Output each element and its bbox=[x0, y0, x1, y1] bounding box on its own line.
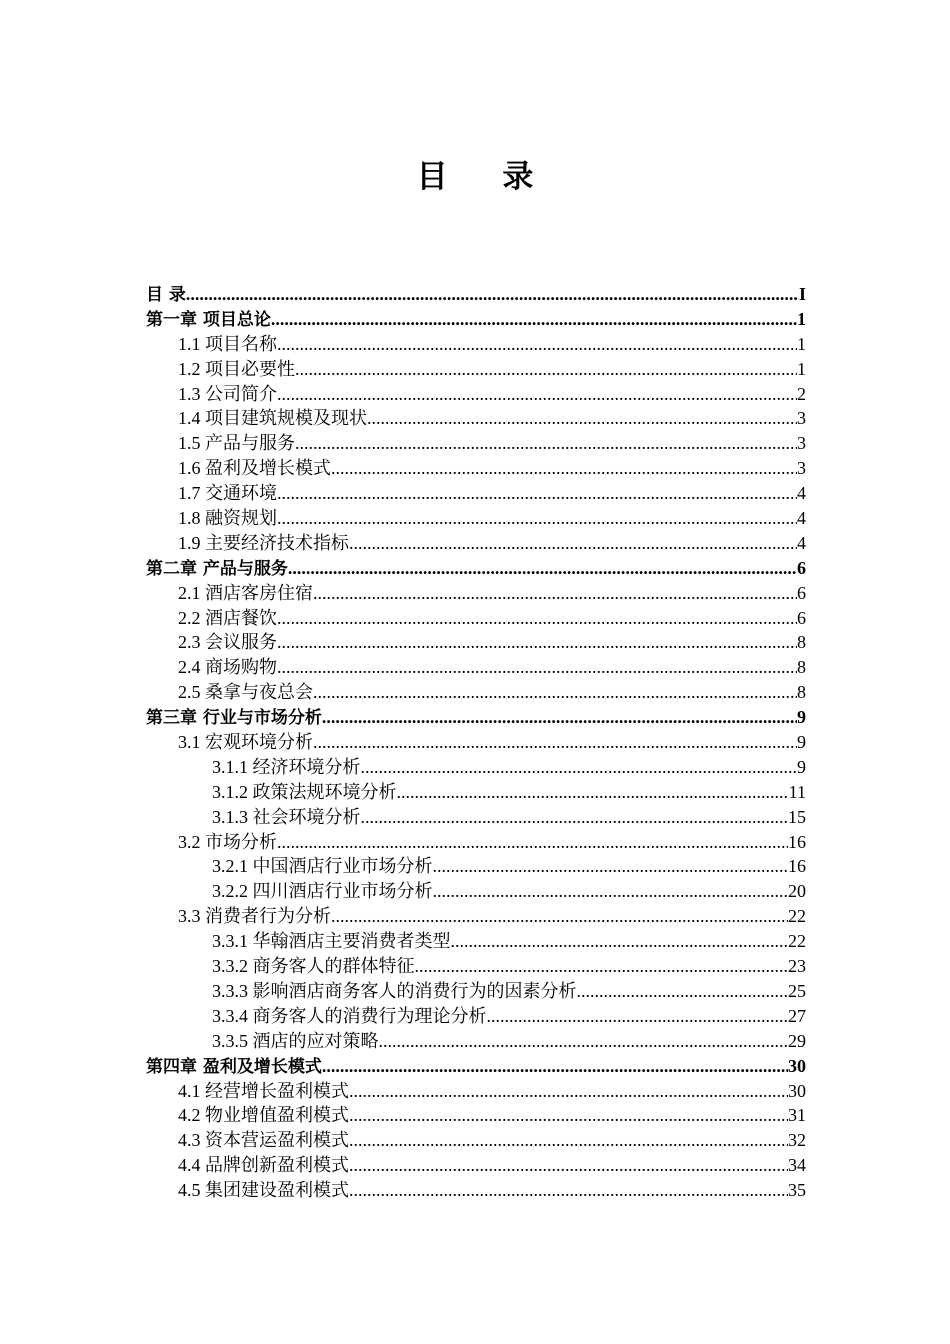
toc-entry-page-number: 8 bbox=[797, 682, 806, 703]
toc-entry[interactable] bbox=[146, 780, 806, 805]
toc-entry-page-number: 8 bbox=[797, 632, 806, 653]
toc-dot-leader bbox=[577, 979, 789, 1004]
table-of-contents bbox=[146, 282, 806, 1203]
toc-entry-label: 4.2 物业增值盈利模式 bbox=[178, 1105, 349, 1126]
toc-entry[interactable] bbox=[146, 606, 806, 631]
toc-entry-label: 第四章 盈利及增长模式 bbox=[146, 1056, 322, 1077]
toc-entry-page-number: 15 bbox=[788, 806, 806, 827]
toc-entry-page-number: 16 bbox=[788, 831, 806, 852]
toc-entry-label: 3.1.2 政策法规环境分析 bbox=[212, 781, 397, 802]
toc-dot-leader bbox=[277, 382, 797, 407]
toc-entry-page-number: 23 bbox=[788, 956, 806, 977]
toc-entry-page-number: I bbox=[798, 284, 806, 304]
toc-dot-leader bbox=[288, 556, 797, 581]
toc-entry[interactable] bbox=[146, 332, 806, 357]
toc-entry[interactable] bbox=[146, 730, 806, 755]
toc-entry-label: 1.6 盈利及增长模式 bbox=[178, 458, 331, 479]
toc-dot-leader bbox=[361, 755, 798, 780]
toc-entry[interactable] bbox=[146, 556, 806, 581]
toc-entry-label: 2.1 酒店客房住宿 bbox=[178, 582, 313, 603]
toc-entry[interactable] bbox=[146, 282, 806, 307]
toc-entry[interactable] bbox=[146, 680, 806, 705]
toc-entry-label: 3.3.4 商务客人的消费行为理论分析 bbox=[212, 1005, 487, 1026]
toc-entry-page-number: 22 bbox=[788, 906, 806, 927]
toc-entry-label: 目 录 bbox=[146, 285, 186, 305]
toc-entry-label: 4.3 资本营运盈利模式 bbox=[178, 1130, 349, 1151]
toc-entry-page-number: 22 bbox=[788, 931, 806, 952]
toc-entry[interactable] bbox=[146, 581, 806, 606]
toc-entry-page-number: 11 bbox=[788, 781, 806, 802]
toc-entry-page-number: 30 bbox=[788, 1080, 806, 1101]
toc-entry-label: 3.3.1 华翰酒店主要消费者类型 bbox=[212, 931, 451, 952]
toc-entry-label: 3.1.3 社会环境分析 bbox=[212, 806, 361, 827]
toc-entry-page-number: 29 bbox=[788, 1030, 806, 1051]
toc-entry[interactable] bbox=[146, 1153, 806, 1178]
toc-dot-leader bbox=[277, 606, 797, 631]
toc-entry[interactable] bbox=[146, 929, 806, 954]
toc-entry-page-number: 27 bbox=[788, 1005, 806, 1026]
toc-entry[interactable] bbox=[146, 879, 806, 904]
toc-entry[interactable] bbox=[146, 630, 806, 655]
toc-entry-label: 3.1 宏观环境分析 bbox=[178, 732, 313, 753]
toc-entry-page-number: 3 bbox=[797, 408, 806, 429]
toc-entry-label: 2.3 会议服务 bbox=[178, 632, 277, 653]
toc-entry-label: 第二章 产品与服务 bbox=[146, 558, 288, 579]
toc-dot-leader bbox=[277, 655, 797, 680]
toc-dot-leader bbox=[379, 1029, 789, 1054]
page-title: 目 录 bbox=[416, 159, 556, 195]
toc-dot-leader bbox=[277, 830, 788, 855]
toc-entry[interactable] bbox=[146, 382, 806, 407]
toc-dot-leader bbox=[487, 1004, 789, 1029]
toc-entry-label: 3.2.1 中国酒店行业市场分析 bbox=[212, 856, 433, 877]
toc-dot-leader bbox=[367, 406, 797, 431]
toc-entry-page-number: 6 bbox=[797, 557, 806, 578]
toc-entry-page-number: 35 bbox=[788, 1180, 806, 1201]
toc-entry-label: 1.4 项目建筑规模及现状 bbox=[178, 408, 367, 429]
toc-entry-label: 3.3 消费者行为分析 bbox=[178, 906, 331, 927]
toc-entry-page-number: 20 bbox=[788, 881, 806, 902]
toc-entry-label: 2.5 桑拿与夜总会 bbox=[178, 682, 313, 703]
toc-entry[interactable] bbox=[146, 481, 806, 506]
toc-entry-label: 3.1.1 经济环境分析 bbox=[212, 756, 361, 777]
toc-entry-page-number: 6 bbox=[797, 582, 806, 603]
toc-dot-leader bbox=[313, 680, 797, 705]
toc-entry[interactable] bbox=[146, 904, 806, 929]
toc-entry-page-number: 25 bbox=[788, 980, 806, 1001]
toc-dot-leader bbox=[349, 531, 797, 556]
toc-entry-label: 4.5 集团建设盈利模式 bbox=[178, 1180, 349, 1201]
toc-dot-leader bbox=[186, 282, 799, 307]
toc-entry[interactable] bbox=[146, 1103, 806, 1128]
toc-dot-leader bbox=[349, 1178, 788, 1203]
toc-entry[interactable] bbox=[146, 1178, 806, 1203]
toc-entry-label: 1.8 融资规划 bbox=[178, 508, 277, 529]
toc-entry-label: 1.1 项目名称 bbox=[178, 333, 277, 354]
toc-entry[interactable] bbox=[146, 705, 806, 730]
toc-entry[interactable] bbox=[146, 954, 806, 979]
toc-entry-label: 4.1 经营增长盈利模式 bbox=[178, 1080, 349, 1101]
toc-entry-label: 1.9 主要经济技术指标 bbox=[178, 532, 349, 553]
toc-entry[interactable] bbox=[146, 805, 806, 830]
toc-dot-leader bbox=[277, 630, 797, 655]
toc-entry-page-number: 1 bbox=[797, 358, 806, 379]
toc-entry-page-number: 4 bbox=[797, 483, 806, 504]
toc-entry-label: 2.4 商场购物 bbox=[178, 657, 277, 678]
toc-entry[interactable] bbox=[146, 506, 806, 531]
toc-entry-label: 3.2.2 四川酒店行业市场分析 bbox=[212, 881, 433, 902]
toc-dot-leader bbox=[349, 1079, 788, 1104]
toc-dot-leader bbox=[295, 357, 797, 382]
toc-entry-page-number: 3 bbox=[797, 458, 806, 479]
toc-entry-page-number: 1 bbox=[797, 308, 806, 329]
toc-dot-leader bbox=[277, 506, 797, 531]
toc-entry-page-number: 3 bbox=[797, 433, 806, 454]
toc-entry-label: 4.4 品牌创新盈利模式 bbox=[178, 1155, 349, 1176]
toc-entry-label: 1.2 项目必要性 bbox=[178, 358, 295, 379]
toc-dot-leader bbox=[295, 431, 797, 456]
toc-dot-leader bbox=[331, 904, 788, 929]
toc-entry[interactable] bbox=[146, 1079, 806, 1104]
toc-dot-leader bbox=[322, 705, 797, 730]
toc-entry-page-number: 6 bbox=[797, 607, 806, 628]
toc-dot-leader bbox=[322, 1054, 788, 1079]
toc-dot-leader bbox=[349, 1128, 788, 1153]
toc-entry-page-number: 30 bbox=[788, 1055, 806, 1076]
toc-entry[interactable] bbox=[146, 830, 806, 855]
toc-dot-leader bbox=[397, 780, 789, 805]
toc-dot-leader bbox=[349, 1103, 788, 1128]
toc-entry-page-number: 9 bbox=[797, 732, 806, 753]
toc-entry-page-number: 4 bbox=[797, 532, 806, 553]
toc-entry[interactable] bbox=[146, 456, 806, 481]
toc-entry-label: 1.7 交通环境 bbox=[178, 483, 277, 504]
toc-entry-label: 1.5 产品与服务 bbox=[178, 433, 295, 454]
toc-entry-page-number: 4 bbox=[797, 508, 806, 529]
toc-dot-leader bbox=[277, 481, 797, 506]
toc-entry-page-number: 31 bbox=[788, 1105, 806, 1126]
toc-dot-leader bbox=[433, 854, 789, 879]
toc-entry-page-number: 16 bbox=[788, 856, 806, 877]
toc-entry-page-number: 34 bbox=[788, 1155, 806, 1176]
toc-entry[interactable] bbox=[146, 406, 806, 431]
toc-dot-leader bbox=[313, 730, 797, 755]
toc-entry-page-number: 1 bbox=[797, 333, 806, 354]
toc-entry-page-number: 8 bbox=[797, 657, 806, 678]
toc-entry-label: 3.2 市场分析 bbox=[178, 831, 277, 852]
toc-dot-leader bbox=[451, 929, 789, 954]
toc-entry-label: 2.2 酒店餐饮 bbox=[178, 607, 277, 628]
toc-entry[interactable] bbox=[146, 1029, 806, 1054]
toc-entry-label: 3.3.5 酒店的应对策略 bbox=[212, 1030, 379, 1051]
toc-entry[interactable] bbox=[146, 307, 806, 332]
toc-entry-label: 3.3.2 商务客人的群体特征 bbox=[212, 956, 415, 977]
toc-entry[interactable] bbox=[146, 357, 806, 382]
toc-entry-label: 1.3 公司简介 bbox=[178, 383, 277, 404]
toc-entry[interactable] bbox=[146, 854, 806, 879]
toc-dot-leader bbox=[271, 307, 797, 332]
toc-dot-leader bbox=[277, 332, 797, 357]
toc-dot-leader bbox=[361, 805, 789, 830]
toc-entry-page-number: 9 bbox=[797, 756, 806, 777]
toc-entry-page-number: 2 bbox=[797, 383, 806, 404]
toc-entry[interactable] bbox=[146, 531, 806, 556]
toc-entry-page-number: 9 bbox=[797, 707, 806, 728]
toc-entry[interactable] bbox=[146, 979, 806, 1004]
toc-entry[interactable] bbox=[146, 1128, 806, 1153]
toc-entry[interactable] bbox=[146, 755, 806, 780]
toc-dot-leader bbox=[331, 456, 797, 481]
toc-entry-label: 第三章 行业与市场分析 bbox=[146, 708, 322, 729]
toc-entry-label: 第一章 项目总论 bbox=[146, 309, 271, 330]
toc-entry[interactable] bbox=[146, 655, 806, 680]
toc-entry-page-number: 32 bbox=[788, 1130, 806, 1151]
toc-entry-label: 3.3.3 影响酒店商务客人的消费行为的因素分析 bbox=[212, 980, 577, 1001]
toc-dot-leader bbox=[415, 954, 789, 979]
toc-entry[interactable] bbox=[146, 1054, 806, 1079]
toc-dot-leader bbox=[313, 581, 797, 606]
toc-dot-leader bbox=[349, 1153, 788, 1178]
toc-dot-leader bbox=[433, 879, 789, 904]
toc-entry[interactable] bbox=[146, 431, 806, 456]
toc-entry[interactable] bbox=[146, 1004, 806, 1029]
